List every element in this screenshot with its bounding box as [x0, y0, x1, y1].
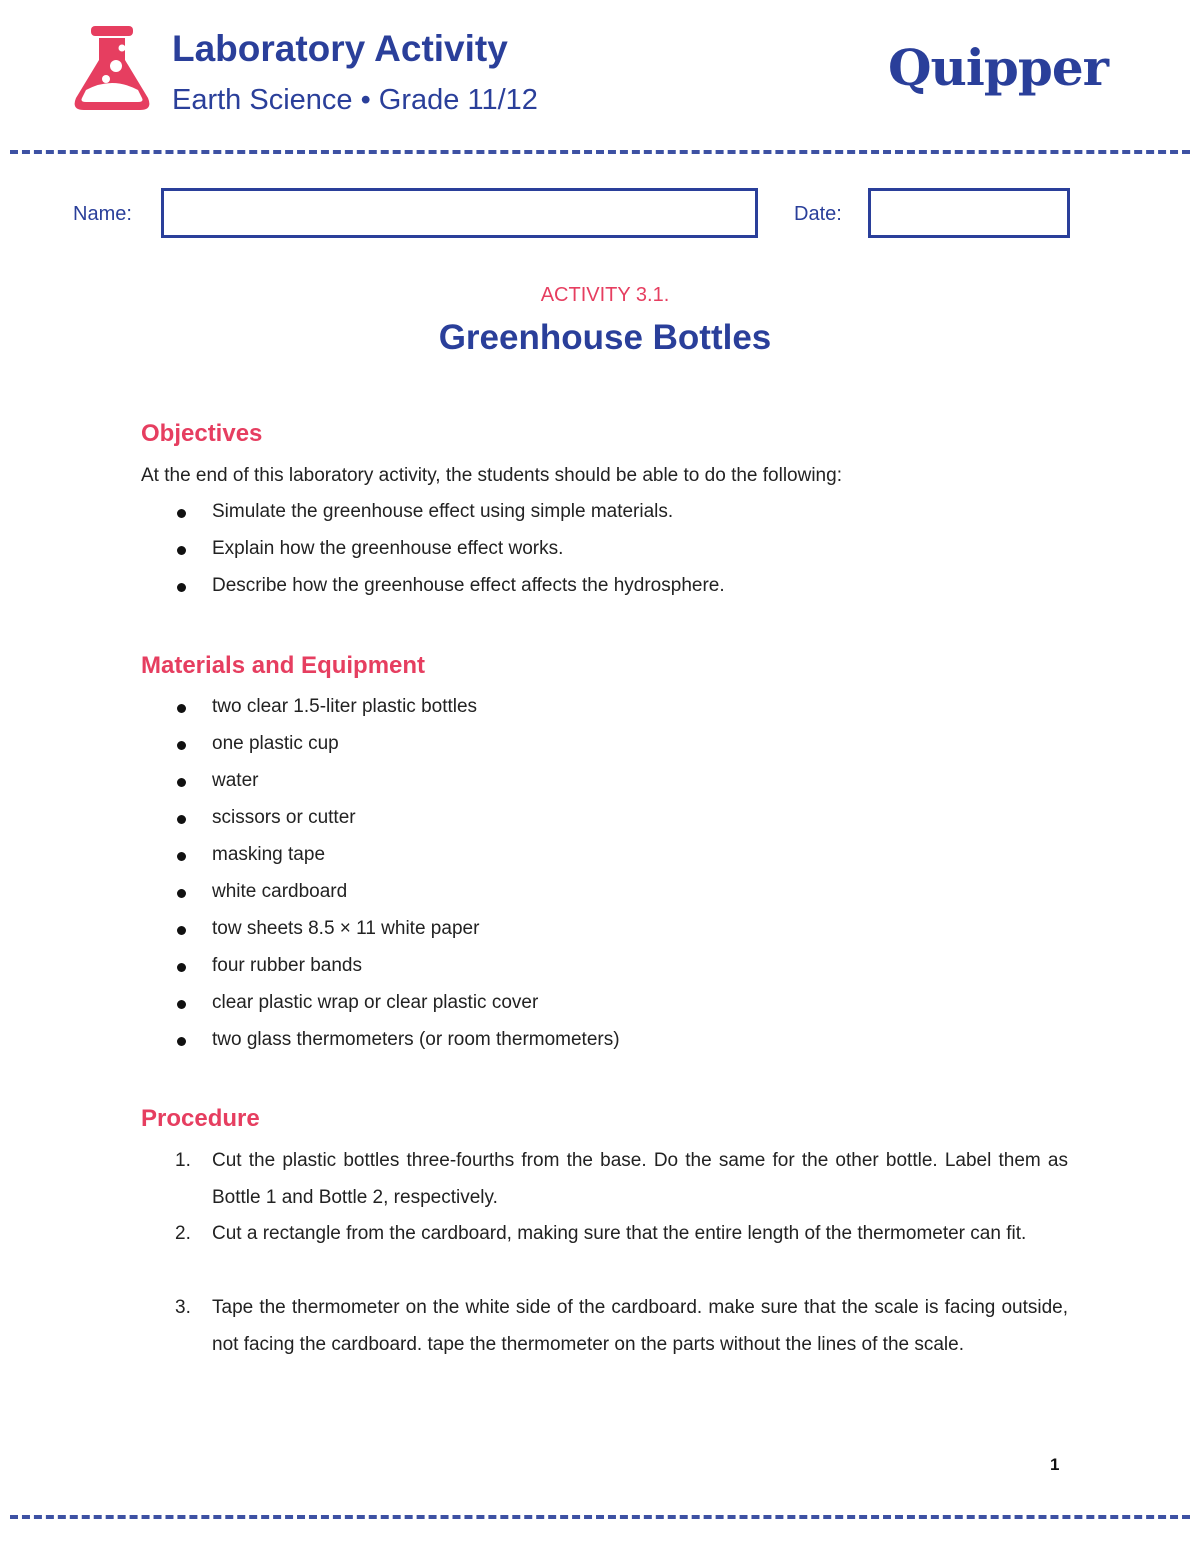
name-field[interactable] [161, 188, 758, 238]
materials-heading: Materials and Equipment [141, 652, 426, 679]
date-field[interactable] [868, 188, 1070, 238]
bullet-icon [177, 509, 186, 518]
list-item: two clear 1.5-liter plastic bottles [212, 696, 478, 717]
bullet-icon [177, 704, 186, 713]
list-item: Describe how the greenhouse effect affects the hydrosphere. [212, 575, 725, 596]
bullet-icon [177, 963, 186, 972]
bullet-icon [177, 889, 186, 898]
procedure-step: Cut a rectangle from the cardboard, making sure that the entire length of the thermometer can fit. [212, 1223, 1027, 1244]
step-number: 1. [175, 1150, 191, 1171]
list-item: one plastic cup [212, 733, 339, 754]
bullet-icon [177, 546, 186, 555]
bullet-icon [177, 852, 186, 861]
list-item: scissors or cutter [212, 807, 356, 828]
list-item: masking tape [212, 844, 326, 865]
list-item: two glass thermometers (or room thermometers) [212, 1029, 620, 1050]
objectives-heading: Objectives [141, 420, 263, 447]
bottom-divider [10, 1515, 1190, 1519]
activity-title: Greenhouse Bottles [438, 318, 772, 357]
step-number: 2. [175, 1223, 191, 1244]
list-item: four rubber bands [212, 955, 362, 976]
page-number: 1 [1050, 1455, 1060, 1474]
step-number: 3. [175, 1297, 191, 1318]
list-item: white cardboard [212, 881, 348, 902]
activity-number: ACTIVITY 3.1. [540, 284, 670, 306]
name-label: Name: [73, 203, 132, 225]
page-title: Laboratory Activity [172, 28, 508, 69]
objectives-intro: At the end of this laboratory activity, the students should be able to do the following: [141, 465, 842, 486]
bullet-icon [177, 1037, 186, 1046]
brand-logo: Quipper [888, 38, 1108, 97]
procedure-step: Tape the thermometer on the white side of the cardboard. make sure that the scale is facing outside, not facing the cardboard. tape the thermometer on the parts without the lines of the scale. [212, 1297, 1068, 1355]
page-subtitle: Earth Science • Grade 11/12 [172, 84, 538, 116]
procedure-heading: Procedure [141, 1105, 260, 1132]
bullet-icon [177, 926, 186, 935]
list-item: Simulate the greenhouse effect using simple materials. [212, 501, 674, 522]
date-label: Date: [794, 203, 842, 225]
flask-icon [72, 26, 152, 112]
procedure-step: Cut the plastic bottles three-fourths from the base. Do the same for the other bottle. Label them as Bottle 1 and Bottle 2, respectively. [212, 1150, 1068, 1208]
bullet-icon [177, 1000, 186, 1009]
bullet-icon [177, 815, 186, 824]
bullet-icon [177, 741, 186, 750]
bullet-icon [177, 583, 186, 592]
list-item: clear plastic wrap or clear plastic cover [212, 992, 539, 1013]
list-item: Explain how the greenhouse effect works. [212, 538, 564, 559]
bullet-icon [177, 778, 186, 787]
list-item: tow sheets 8.5 × 11 white paper [212, 918, 480, 939]
top-divider [10, 150, 1190, 154]
list-item: water [212, 770, 259, 791]
